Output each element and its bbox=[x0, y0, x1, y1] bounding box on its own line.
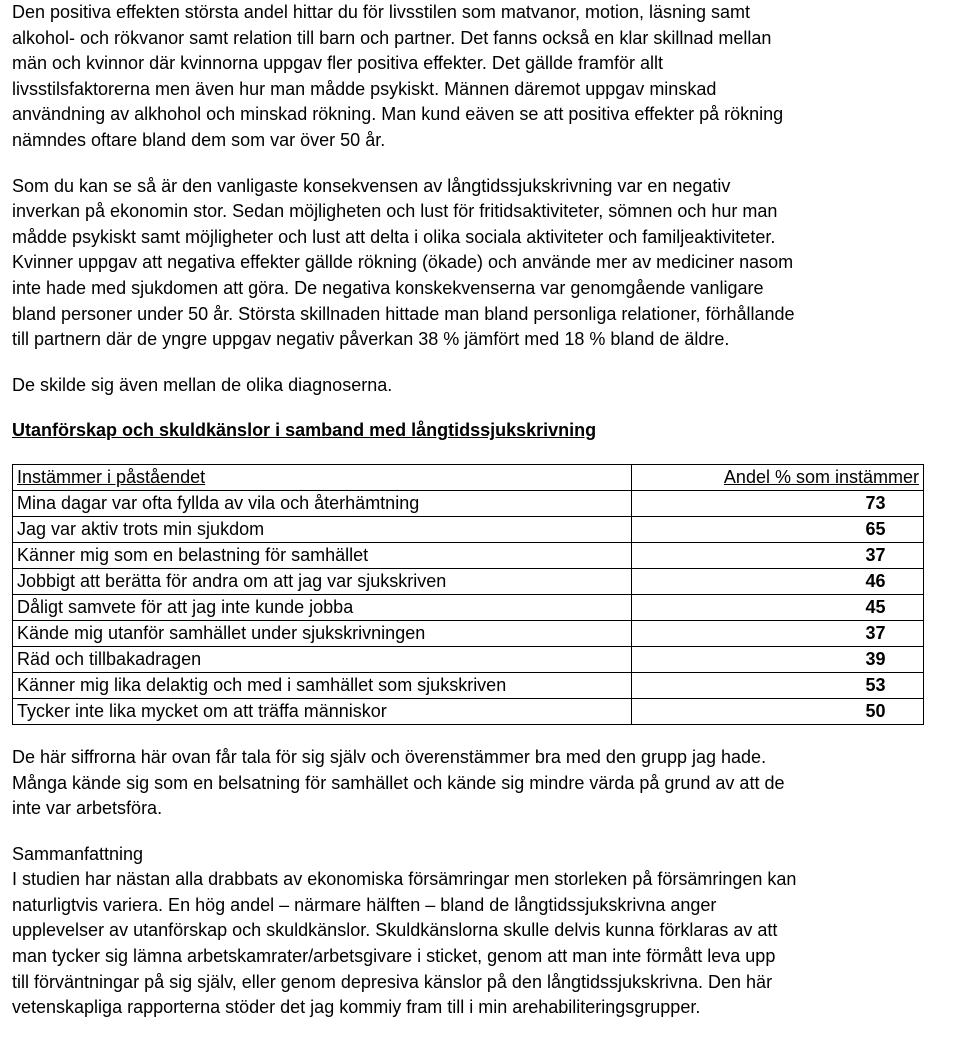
summary-heading: Sammanfattning bbox=[12, 843, 144, 864]
spacer bbox=[12, 398, 952, 418]
summary-line: naturligtvis variera. En hög andel – närmare hälften – bland de långtidssjukskrivna anger bbox=[12, 894, 717, 915]
value-cell: 65 bbox=[632, 516, 924, 542]
spacer bbox=[12, 353, 952, 373]
header-value: Andel % som instämmer bbox=[632, 464, 924, 490]
value-cell: 39 bbox=[632, 646, 924, 672]
intro-line: alkohol- och rökvanor samt relation till barn och partner. Det fanns också en klar skillnad mellan bbox=[12, 27, 772, 48]
table-row bbox=[13, 620, 924, 646]
statement-cell: Mina dagar var ofta fyllda av vila och återhämtning bbox=[13, 490, 632, 516]
table-row bbox=[13, 594, 924, 620]
consequences-paragraph bbox=[12, 174, 952, 353]
consequences-line: bland personer under 50 år. Största skillnaden hittade man bland personliga relationer, förhållande bbox=[12, 303, 795, 324]
statements-table bbox=[12, 464, 924, 725]
statement-cell: Jobbigt att berätta för andra om att jag var sjukskriven bbox=[13, 568, 632, 594]
spacer bbox=[12, 154, 952, 174]
after-table-line: inte var arbetsföra. bbox=[12, 798, 163, 819]
consequences-line: mådde psykiskt samt möjligheter och lust att delta i olika sociala aktiviteter och familjeaktiviteter. bbox=[12, 226, 776, 247]
value-cell: 73 bbox=[632, 490, 924, 516]
spacer bbox=[12, 822, 952, 842]
summary-line: vetenskapliga rapporterna stöder det jag kommiy fram till i min arehabiliteringsgrupper. bbox=[12, 997, 701, 1018]
consequences-line: inverkan på ekonomin stor. Sedan möjligheten och lust för fritidsaktiviteter, sömnen och hur man bbox=[12, 201, 778, 222]
table-row bbox=[13, 490, 924, 516]
intro-paragraph bbox=[12, 0, 952, 154]
table-row bbox=[13, 542, 924, 568]
consequences-line: inte hade med sjukdomen att göra. De negativa konskekvenserna var genomgående vanligare bbox=[12, 277, 764, 298]
value-cell: 50 bbox=[632, 698, 924, 724]
table-row bbox=[13, 698, 924, 724]
summary-line: man tycker sig lämna arbetskamrater/arbetsgivare i sticket, genom att man inte förmått leva upp bbox=[12, 946, 776, 967]
table-row bbox=[13, 672, 924, 698]
statement-cell: Känner mig lika delaktig och med i samhället som sjukskriven bbox=[13, 672, 632, 698]
table-row bbox=[13, 516, 924, 542]
consequences-line: Kvinner uppgav att negativa effekter gällde rökning (ökade) och använde mer av mediciner nasom bbox=[12, 252, 794, 273]
statement-cell: Känner mig som en belastning för samhället bbox=[13, 542, 632, 568]
consequences-line: Som du kan se så är den vanligaste konsekvensen av långtidssjukskrivning var en negativ bbox=[12, 175, 731, 196]
value-cell: 45 bbox=[632, 594, 924, 620]
table-row bbox=[13, 568, 924, 594]
after-table-paragraph bbox=[12, 745, 952, 822]
header-statement: Instämmer i påståendet bbox=[13, 464, 632, 490]
table-row bbox=[13, 646, 924, 672]
consequences-line: till partnern där de yngre uppgav negativ påverkan 38 % jämfört med 18 % bland de äldre. bbox=[12, 329, 730, 350]
statement-cell: Tycker inte lika mycket om att träffa människor bbox=[13, 698, 632, 724]
statement-cell: Kände mig utanför samhället under sjukskrivningen bbox=[13, 620, 632, 646]
value-cell: 53 bbox=[632, 672, 924, 698]
intro-line: livsstilsfaktorerna men även hur man mådde psykiskt. Männen däremot uppgav minskad bbox=[12, 78, 717, 99]
spacer bbox=[12, 444, 952, 464]
spacer bbox=[12, 725, 952, 745]
summary-line: upplevelser av utanförskap och skuldkänslor. Skuldkänslorna skulle delvis kunna förklaras av att bbox=[12, 920, 778, 941]
intro-line: användning av alkhohol och minskad rökning. Man kund eäven se att positiva effekter på rökning bbox=[12, 104, 784, 125]
table-header-row bbox=[13, 464, 924, 490]
summary-section bbox=[12, 842, 952, 1021]
summary-line: I studien har nästan alla drabbats av ekonomiska försämringar men storleken på försämringen kan bbox=[12, 869, 797, 890]
summary-line: till förväntningar på sig själv, eller genom depresiva känslor på den långtidssjukskrivna. Den här bbox=[12, 971, 773, 992]
diagnoses-note: De skilde sig även mellan de olika diagnoserna. bbox=[12, 374, 393, 395]
intro-line: nämndes oftare bland dem som var över 50 år. bbox=[12, 129, 386, 150]
section-title: Utanförskap och skuldkänslor i samband med långtidssjukskrivning bbox=[12, 420, 597, 441]
intro-line: män och kvinnor där kvinnorna uppgav fler positiva effekter. Det gällde framför allt bbox=[12, 53, 664, 74]
statement-cell: Räd och tillbakadragen bbox=[13, 646, 632, 672]
intro-line: Den positiva effekten största andel hittar du för livsstilen som matvanor, motion, läsning samt bbox=[12, 2, 751, 22]
value-cell: 46 bbox=[632, 568, 924, 594]
value-cell: 37 bbox=[632, 542, 924, 568]
value-cell: 37 bbox=[632, 620, 924, 646]
after-table-line: Många kände sig som en belsatning för samhället och kände sig mindre värda på grund av att de bbox=[12, 772, 785, 793]
statement-cell: Jag var aktiv trots min sjukdom bbox=[13, 516, 632, 542]
after-table-line: De här siffrorna här ovan får tala för sig själv och överenstämmer bra med den grupp jag hade. bbox=[12, 746, 767, 767]
statement-cell: Dåligt samvete för att jag inte kunde jobba bbox=[13, 594, 632, 620]
